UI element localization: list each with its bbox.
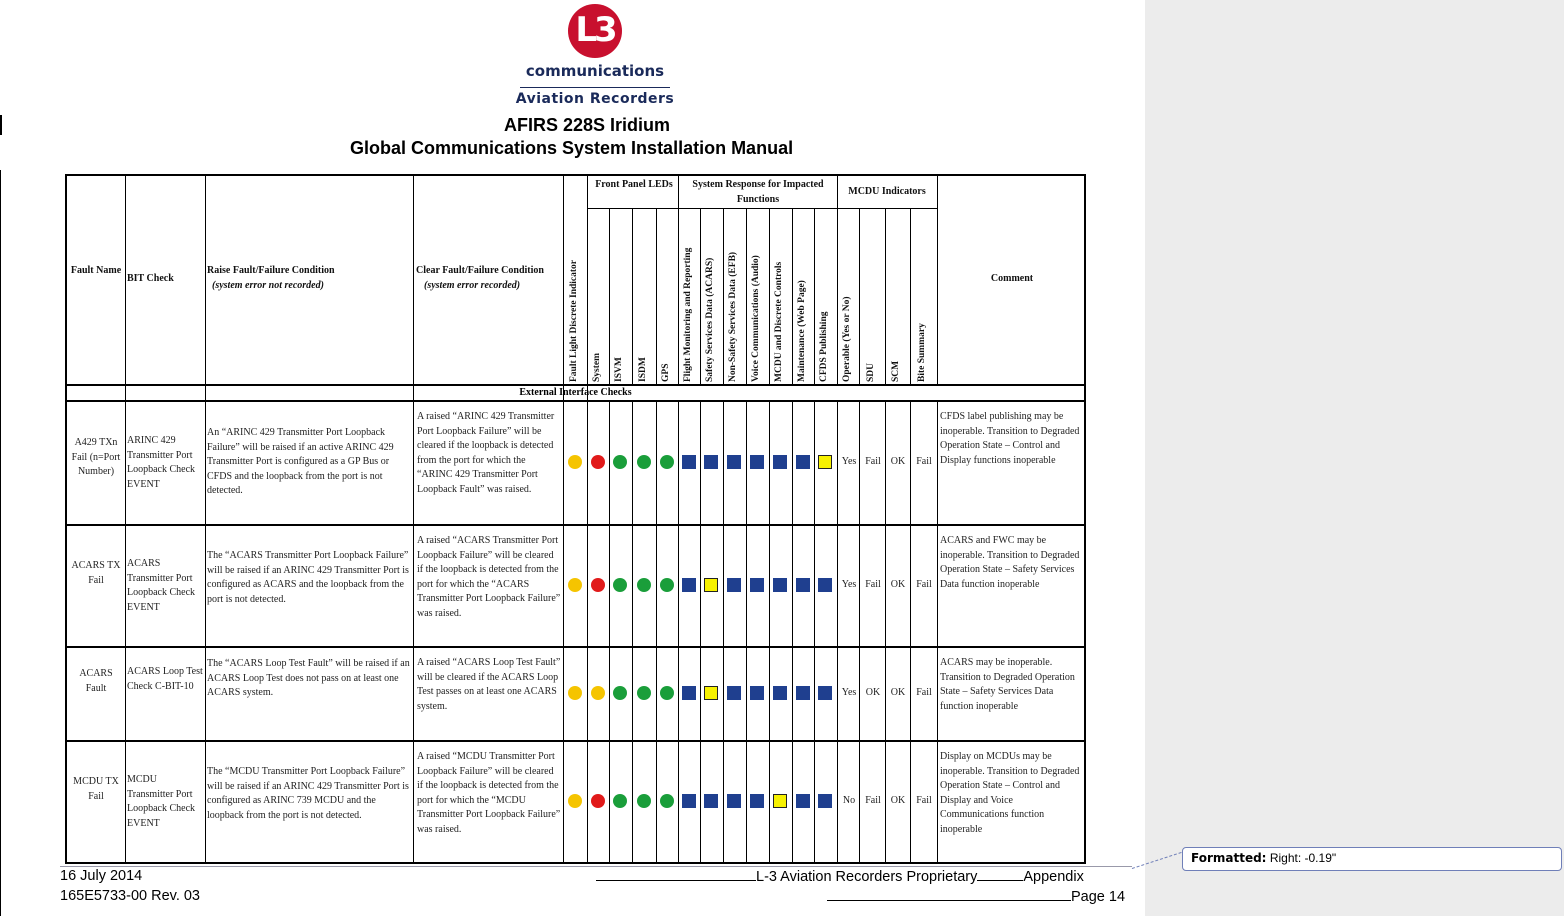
raise-condition: The “ACARS Transmitter Port Loopback Failure” will be raised if an ARINC 429 Transmitter Port is configured as ACARS and the loopback from the port is not detected.	[207, 550, 409, 605]
header-bit-check: BIT Check	[127, 273, 174, 284]
column-line	[413, 176, 414, 862]
column-line	[563, 176, 564, 862]
header-col-11: Operable (Yes or No)	[842, 296, 852, 382]
header-mcdu-indicators: MCDU Indicators	[848, 186, 926, 197]
status-square	[704, 578, 718, 592]
row-line	[67, 646, 1084, 648]
margin-rule	[0, 170, 1, 916]
logo-division: Aviation Recorders	[515, 91, 675, 107]
l3-logo	[510, 2, 680, 110]
status-square	[796, 686, 810, 700]
status-square	[682, 578, 696, 592]
status-square	[773, 455, 787, 469]
status-square	[773, 578, 787, 592]
header-col-13: SCM	[891, 360, 901, 382]
header-col-3: GPS	[661, 363, 671, 382]
led-yellow	[568, 455, 582, 469]
group-line	[937, 176, 938, 208]
led-green	[660, 686, 674, 700]
column-line	[837, 208, 838, 384]
fault-name: ACARS Fault	[79, 668, 113, 694]
column-line	[609, 400, 610, 862]
status-square	[773, 686, 787, 700]
header-col-5: Safety Services Data (ACARS)	[705, 257, 715, 382]
column-line	[678, 208, 679, 384]
footer-doc-number: 165E5733-00 Rev. 03	[60, 888, 201, 904]
column-line	[678, 400, 679, 862]
status-square	[796, 455, 810, 469]
header-col-2: ISDM	[638, 357, 648, 382]
header-col-10: CFDS Publishing	[819, 311, 829, 382]
raise-condition: The “MCDU Transmitter Port Loopback Failure” will be raised if an ARINC 429 Transmitter Port is configured as ARINC 739 MCDU and the loopback from the port is not detected.	[207, 766, 409, 821]
logo-rule	[520, 87, 670, 88]
comment: ACARS and FWC may be inoperable. Transition to Degraded Operation State – Safety Services Data function inoperable	[940, 535, 1080, 590]
fault-name: ACARS TX Fail	[71, 560, 121, 586]
column-line	[656, 208, 657, 384]
group-line	[587, 176, 588, 208]
status-square	[704, 794, 718, 808]
clear-condition: A raised “MCDU Transmitter Port Loopback Failure” will be cleared if the loopback is detected from the port for which the “MCDU Transmitter Port Loopback Failure” was raised.	[417, 751, 561, 835]
column-line	[632, 208, 633, 384]
section-line	[67, 400, 1084, 402]
led-yellow	[568, 686, 582, 700]
led-yellow	[591, 686, 605, 700]
scm-status: OK	[890, 687, 906, 698]
logo-mark: L3	[575, 10, 615, 50]
column-line	[792, 400, 793, 862]
clear-condition: A raised “ARINC 429 Transmitter Port Loopback Failure” will be cleared if the loopback is detected from the port for which the “ARINC 429 Transmitter Port Loopback Fault” was raised.	[417, 411, 555, 495]
status-square	[750, 455, 764, 469]
status-square	[727, 578, 741, 592]
fault-name: A429 TXn Fail (n=Port Number)	[71, 437, 121, 477]
status-square	[704, 686, 718, 700]
status-square	[773, 794, 787, 808]
bit-check: MCDU Transmitter Port Loopback Check EVENT	[127, 774, 196, 829]
fault-name: MCDU TX Fail	[73, 776, 119, 802]
header-fault-name: Fault Name	[70, 265, 122, 276]
column-line	[910, 400, 911, 862]
formatting-balloon[interactable]	[1182, 847, 1562, 871]
header-col-7: Voice Communications (Audio)	[751, 255, 761, 382]
sdu-status: Fail	[865, 456, 881, 467]
led-green	[660, 794, 674, 808]
scm-status: OK	[890, 456, 906, 467]
bit-check: ACARS Transmitter Port Loopback Check EVENT	[127, 558, 196, 613]
status-square	[727, 686, 741, 700]
header-subtitle: Global Communications System Installation Manual	[350, 138, 794, 158]
footer-appendix: Appendix	[1023, 869, 1084, 885]
logo-company: communications	[525, 62, 665, 80]
column-line	[885, 208, 886, 384]
column-line	[700, 400, 701, 862]
operable: Yes	[841, 456, 857, 467]
operable: No	[842, 795, 856, 806]
column-line	[814, 208, 815, 384]
column-line	[814, 400, 815, 862]
led-red	[591, 455, 605, 469]
header-comment: Comment	[990, 273, 1034, 284]
header-col-6: Non-Safety Services Data (EFB)	[728, 251, 738, 382]
header-col-14: Bite Summary	[917, 323, 927, 382]
led-green	[637, 794, 651, 808]
section-title: External Interface Checks	[519, 387, 632, 398]
header-raise: Raise Fault/Failure Condition	[207, 265, 335, 276]
bite-summary: Fail	[916, 687, 932, 698]
led-green	[660, 455, 674, 469]
footer-page	[827, 888, 1133, 905]
clear-condition: A raised “ACARS Transmitter Port Loopback Failure” will be cleared if the loopback is detected from the port for which the “ACARS Transmitter Port Loopback Failure” was raised.	[417, 535, 561, 619]
column-line	[859, 208, 860, 384]
header-col-4: Flight Monitoring and Reporting	[683, 247, 693, 382]
led-red	[591, 578, 605, 592]
bit-check: ACARS Loop Test Check C-BIT-10	[127, 666, 203, 692]
status-square	[750, 578, 764, 592]
comment: Display on MCDUs may be inoperable. Transition to Degraded Operation State – Control and Display and Voice Communications function inoperable	[940, 751, 1080, 835]
comments-margin	[1145, 0, 1564, 916]
group-line	[678, 176, 679, 208]
scm-status: OK	[890, 579, 906, 590]
status-square	[818, 794, 832, 808]
operable: Yes	[841, 687, 857, 698]
column-line	[609, 208, 610, 384]
column-line	[937, 208, 938, 384]
column-line	[859, 400, 860, 862]
fault-table	[65, 174, 1086, 864]
column-line	[723, 208, 724, 384]
status-square	[727, 455, 741, 469]
column-line	[792, 208, 793, 384]
header-fault-light: Fault Light Discrete Indicator	[569, 260, 579, 382]
column-line	[632, 400, 633, 862]
header-line	[67, 384, 1084, 386]
footer-proprietary-text: L-3 Aviation Recorders Proprietary	[756, 869, 978, 885]
bite-summary: Fail	[916, 456, 932, 467]
bite-summary: Fail	[916, 795, 932, 806]
sdu-status: Fail	[865, 579, 881, 590]
header-clear-sub: (system error recorded)	[424, 280, 521, 291]
comment: CFDS label publishing may be inoperable. Transition to Degraded Operation State – Control and Display functions inoperable	[940, 411, 1080, 466]
scm-status: OK	[890, 795, 906, 806]
operable: Yes	[841, 579, 857, 590]
status-square	[682, 455, 696, 469]
column-line	[656, 400, 657, 862]
footer-page-number: Page 14	[1071, 889, 1126, 905]
column-line	[125, 176, 126, 862]
balloon-label: Formatted:	[1191, 851, 1267, 865]
header-front-panel: Front Panel LEDs	[595, 179, 673, 190]
led-green	[637, 686, 651, 700]
status-square	[818, 686, 832, 700]
status-square	[682, 794, 696, 808]
status-square	[682, 686, 696, 700]
column-line	[587, 176, 588, 862]
led-red	[591, 794, 605, 808]
clear-condition: A raised “ACARS Loop Test Fault” will be cleared if the ACARS Loop Test passes on at least one ACARS system.	[417, 657, 561, 712]
sdu-status: Fail	[865, 795, 881, 806]
status-square	[727, 794, 741, 808]
status-square	[818, 455, 832, 469]
header-clear: Clear Fault/Failure Condition	[416, 265, 544, 276]
led-green	[613, 455, 627, 469]
raise-condition: The “ACARS Loop Test Fault” will be raised if an ACARS Loop Test does not pass on at least one ACARS system.	[207, 658, 410, 698]
led-yellow	[568, 794, 582, 808]
column-line	[837, 400, 838, 862]
footer-date: 16 July 2014	[60, 868, 143, 884]
column-line	[910, 208, 911, 384]
header-col-1: ISVM	[614, 357, 624, 382]
led-green	[613, 578, 627, 592]
header-col-9: Maintenance (Web Page)	[797, 280, 807, 382]
led-green	[660, 578, 674, 592]
row-line	[67, 740, 1084, 742]
column-line	[769, 208, 770, 384]
status-square	[750, 794, 764, 808]
status-square	[750, 686, 764, 700]
sdu-status: OK	[865, 687, 881, 698]
led-green	[613, 686, 627, 700]
column-line	[723, 400, 724, 862]
change-bar	[0, 115, 2, 135]
header-col-0: System	[592, 352, 602, 382]
footer-rule	[60, 866, 1132, 867]
column-line	[746, 400, 747, 862]
column-line	[937, 400, 938, 862]
comment: ACARS may be inoperable. Transition to Degraded Operation State – Safety Services Data function inoperable	[940, 657, 1075, 712]
led-green	[637, 455, 651, 469]
status-square	[796, 794, 810, 808]
bite-summary: Fail	[916, 579, 932, 590]
header-raise-sub: (system error not recorded)	[212, 280, 324, 291]
column-line	[769, 400, 770, 862]
group-header-line	[587, 208, 937, 209]
led-yellow	[568, 578, 582, 592]
bit-check: ARINC 429 Transmitter Port Loopback Check EVENT	[127, 435, 196, 490]
balloon-text: Right: -0.19"	[1269, 851, 1337, 865]
header-title: AFIRS 228S Iridium	[504, 115, 671, 135]
row-line	[67, 524, 1084, 526]
led-green	[613, 794, 627, 808]
column-line	[205, 176, 206, 862]
led-green	[637, 578, 651, 592]
group-line	[837, 176, 838, 208]
column-line	[746, 208, 747, 384]
raise-condition: An “ARINC 429 Transmitter Port Loopback Failure” will be raised if an active ARINC 429 Transmitter Port is configured as a GP Bus or CFDS and the loopback from the port is not detected.	[207, 427, 394, 496]
status-square	[818, 578, 832, 592]
status-square	[796, 578, 810, 592]
column-line	[700, 208, 701, 384]
header-system-response: System Response for Impacted Functions	[692, 179, 824, 205]
header-col-8: MCDU and Discrete Controls	[774, 261, 784, 382]
footer-proprietary	[596, 868, 1129, 885]
status-square	[704, 455, 718, 469]
header-col-12: SDU	[866, 362, 876, 382]
